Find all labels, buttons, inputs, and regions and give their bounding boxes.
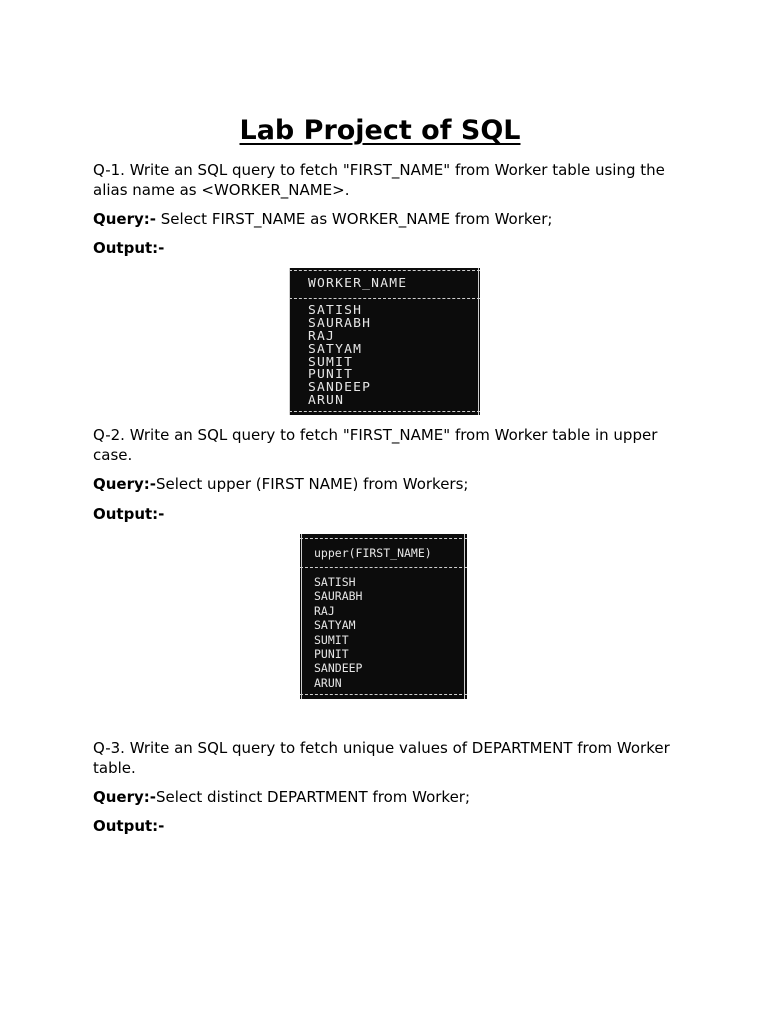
output-table-1: [289, 268, 480, 415]
query-label: Query:-: [93, 210, 157, 228]
table-border-header: [289, 298, 480, 299]
page-title: Lab Project of SQL: [239, 115, 521, 146]
table-row: SUMIT: [314, 633, 349, 647]
table-border-left: [289, 268, 290, 415]
question-2-text: Q-2. Write an SQL query to fetch "FIRST_NAME" from Worker table in upper case.: [93, 426, 658, 464]
table-row: SANDEEP: [308, 381, 372, 395]
table-row: SUMIT: [308, 356, 354, 370]
question-3-query: [93, 788, 683, 808]
table-row: PUNIT: [308, 368, 354, 382]
question-2-output-label: [93, 505, 683, 525]
table-row: SAURABH: [314, 589, 363, 603]
table-row: SATISH: [314, 575, 356, 589]
question-1-query: [93, 210, 683, 230]
table-border-right: [464, 534, 465, 699]
table-border-left: [301, 534, 302, 699]
table-row: ARUN: [314, 676, 342, 690]
table-border-bottom: [289, 411, 480, 412]
table-row: ARUN: [308, 394, 345, 408]
table-row: SANDEEP: [314, 661, 363, 675]
question-2-query: [93, 475, 683, 495]
table-border-top: [289, 270, 480, 271]
query-text: Select FIRST_NAME as WORKER_NAME from Worker;: [156, 210, 553, 228]
output-label: Output:-: [93, 817, 165, 835]
table-row: PUNIT: [314, 647, 349, 661]
query-text: Select upper (FIRST NAME) from Workers;: [156, 475, 469, 493]
question-1-output-label: [93, 239, 683, 259]
question-3-text: Q-3. Write an SQL query to fetch unique values of DEPARTMENT from Worker table.: [93, 739, 670, 777]
query-label: Query:-: [93, 475, 157, 493]
table-row: SATYAM: [314, 618, 356, 632]
table-row: RAJ: [314, 604, 335, 618]
table-row: SATYAM: [308, 343, 363, 357]
table-row: SAURABH: [308, 317, 372, 331]
table-border-right: [478, 268, 479, 415]
question-1-text: Q-1. Write an SQL query to fetch "FIRST_NAME" from Worker table using the alias name as <WORKER_NAME>.: [93, 161, 665, 199]
table-row: RAJ: [308, 330, 336, 344]
table-row: SATISH: [308, 304, 363, 318]
output-label: Output:-: [93, 239, 165, 257]
table-border-header: [300, 567, 467, 568]
query-label: Query:-: [93, 788, 157, 806]
table-header-cell: WORKER_NAME: [308, 277, 408, 291]
table-border-bottom: [300, 694, 467, 695]
table-border-top: [300, 538, 467, 539]
output-label: Output:-: [93, 505, 165, 523]
question-3-output-label: [93, 817, 683, 837]
query-text: Select distinct DEPARTMENT from Worker;: [156, 788, 471, 806]
table-header-cell: upper(FIRST_NAME): [314, 546, 432, 560]
output-table-2: [300, 534, 467, 699]
